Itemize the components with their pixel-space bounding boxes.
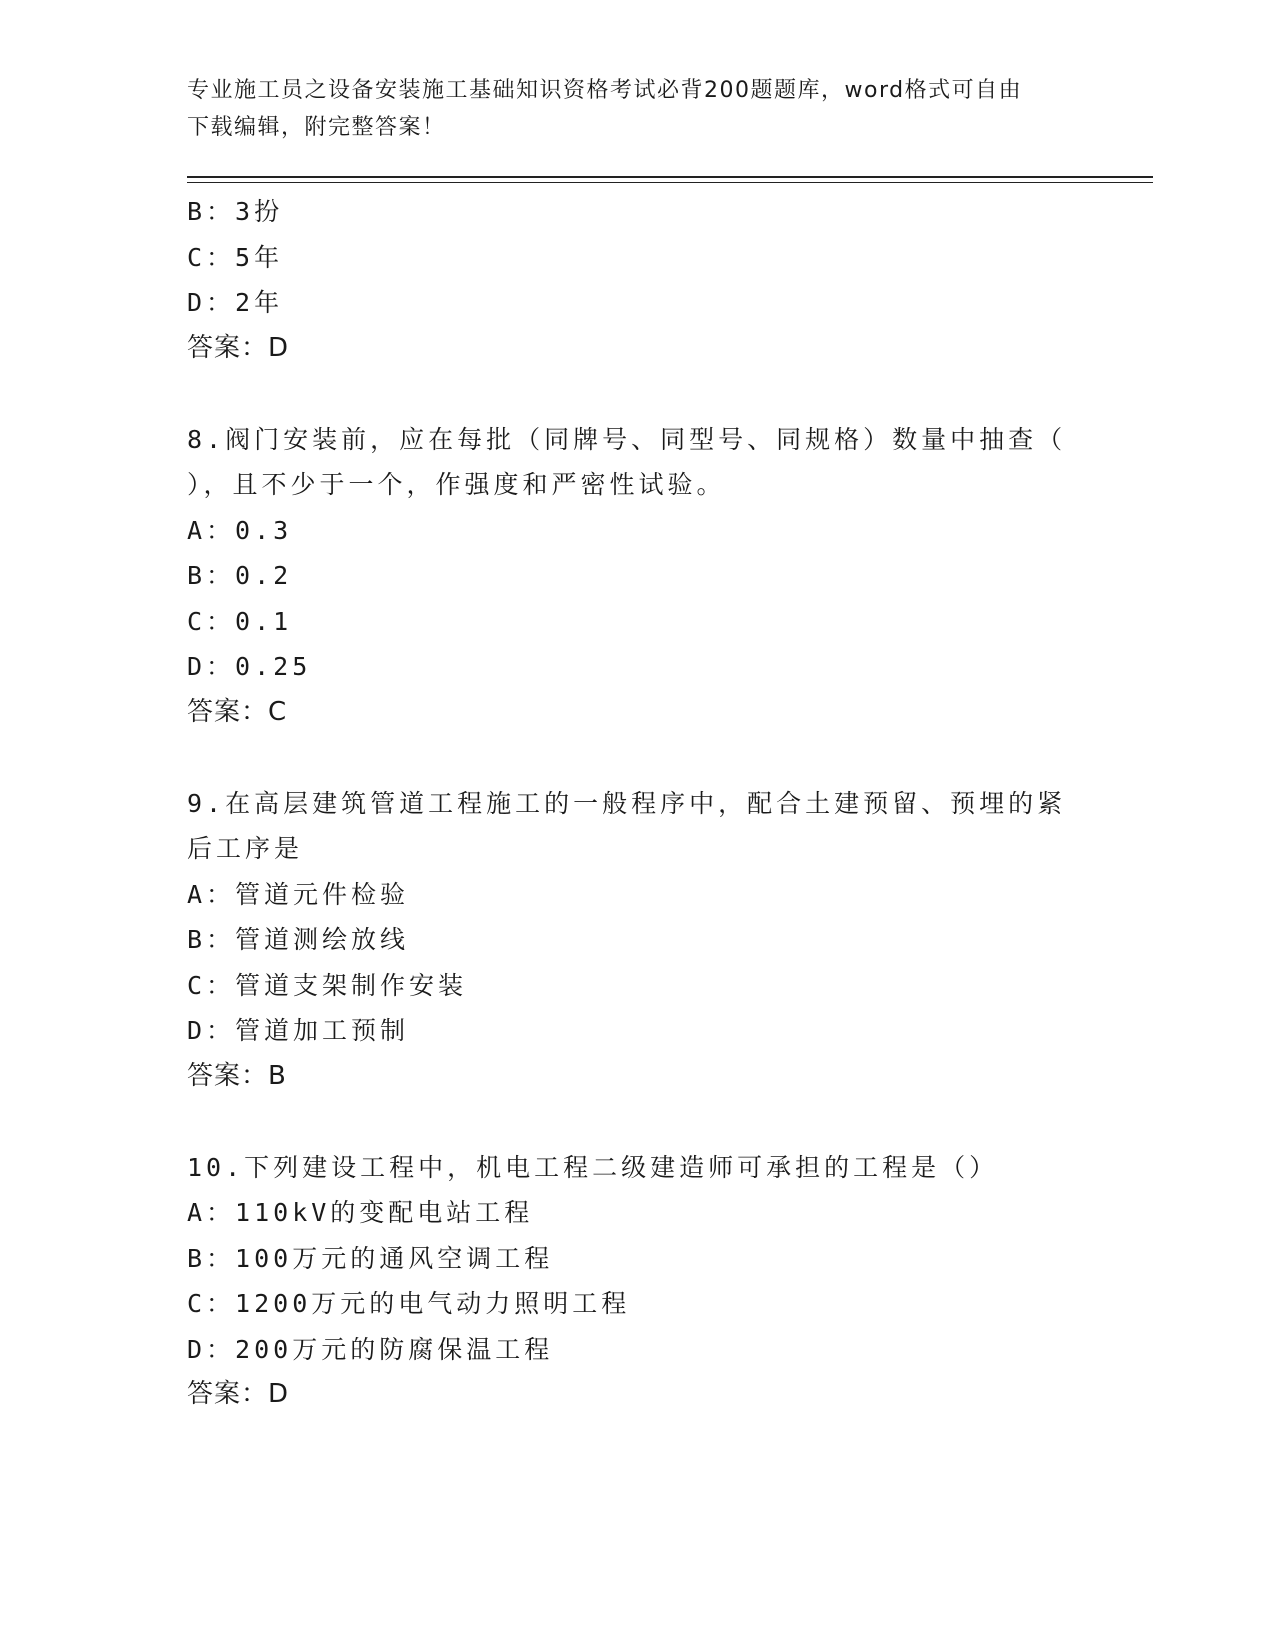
question-9: [187, 781, 1087, 1100]
question-text-line: 9.在高层建筑管道工程施工的一般程序中，配合土建预留、预埋的紧: [187, 788, 1067, 818]
option-c: C：5年: [187, 242, 284, 272]
document-header: [187, 72, 1087, 146]
question-text-line: 后工序是: [187, 834, 304, 863]
header-line-1: 专业施工员之设备安装施工基础知识资格考试必背200题题库，word格式可自由: [187, 78, 1023, 103]
header-divider-thick: [187, 176, 1153, 178]
question-text-line: ），且不少于一个，作强度和严密性试验。: [187, 470, 726, 499]
option-b: B：100万元的通风空调工程: [187, 1243, 554, 1273]
option-a: A：110kV的变配电站工程: [187, 1198, 534, 1227]
option-b: B：管道测绘放线: [187, 925, 410, 954]
carryover-question: [187, 189, 1087, 371]
question-text-line: 8.阀门安装前，应在每批（同牌号、同型号、同规格）数量中抽查（: [187, 424, 1067, 454]
option-a: A：管道元件检验: [187, 879, 410, 909]
answer-line: 答案：B: [187, 1060, 287, 1091]
option-d: D：管道加工预制: [187, 1016, 410, 1045]
option-a: A：0.3: [187, 515, 293, 545]
answer-line: 答案：C: [187, 696, 288, 727]
option-b: B：3扮: [187, 197, 284, 226]
question-text-line: 10.下列建设工程中，机电工程二级建造师可承担的工程是（）: [187, 1152, 999, 1182]
answer-line: 答案：D: [187, 1379, 290, 1409]
header-divider-thin: [187, 182, 1153, 183]
option-c: C：0.1: [187, 606, 293, 636]
question-10: [187, 1145, 1087, 1418]
answer-line: 答案：D: [187, 332, 290, 363]
option-d: D：2年: [187, 288, 284, 317]
option-c: C：1200万元的电气动力照明工程: [187, 1289, 631, 1318]
option-d: D：0.25: [187, 652, 312, 681]
question-8: [187, 417, 1087, 736]
header-line-2: 下载编辑，附完整答案！: [187, 115, 446, 140]
option-d: D：200万元的防腐保温工程: [187, 1334, 554, 1364]
option-b: B：0.2: [187, 561, 293, 590]
option-c: C：管道支架制作安装: [187, 970, 468, 1000]
question-list: [187, 189, 1087, 1418]
